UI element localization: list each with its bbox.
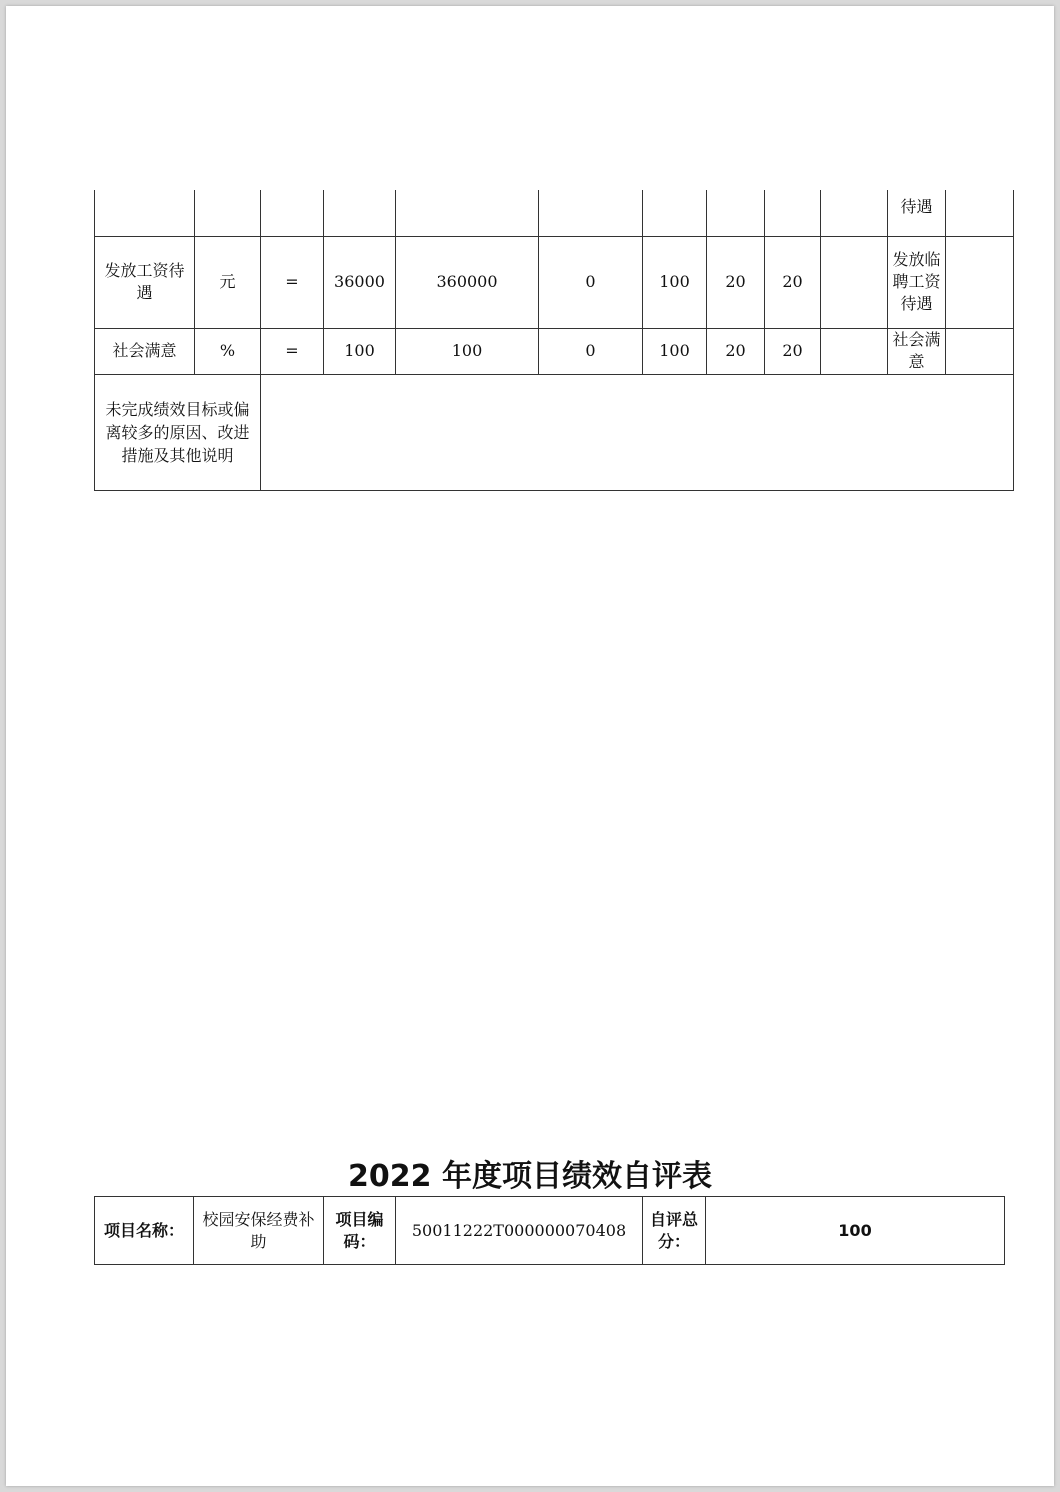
note-cell: 社会满意 bbox=[888, 328, 946, 374]
table-row bbox=[95, 328, 1014, 374]
self-score-label: 自评总分： bbox=[643, 1197, 706, 1265]
self-score-value: 100 bbox=[706, 1197, 1005, 1265]
remark-label: 未完成绩效目标或偏离较多的原因、改进措施及其他说明 bbox=[95, 374, 261, 490]
performance-indicator-table bbox=[94, 190, 1014, 491]
weight-cell: 20 bbox=[707, 328, 765, 374]
target-cell: 100 bbox=[324, 328, 396, 374]
project-name-label: 项目名称： bbox=[95, 1197, 194, 1265]
actual-cell: 100 bbox=[396, 328, 539, 374]
target-cell: 36000 bbox=[324, 236, 396, 328]
indicator-cell: 发放工资待遇 bbox=[95, 236, 195, 328]
extra-cell bbox=[946, 328, 1014, 374]
unit-cell: % bbox=[195, 328, 261, 374]
project-code-label: 项目编码： bbox=[324, 1197, 396, 1265]
project-code-value: 50011222T000000070408 bbox=[396, 1197, 643, 1265]
score-cell: 20 bbox=[765, 236, 821, 328]
project-summary-table bbox=[94, 1196, 1005, 1265]
note-cell: 待遇 bbox=[888, 190, 946, 236]
actual-cell: 360000 bbox=[396, 236, 539, 328]
project-name-value: 校园安保经费补助 bbox=[194, 1197, 324, 1265]
unit-cell: 元 bbox=[195, 236, 261, 328]
operator-cell: = bbox=[261, 328, 324, 374]
blank-cell bbox=[821, 328, 888, 374]
table-row bbox=[95, 236, 1014, 328]
remark-row bbox=[95, 374, 1014, 490]
summary-row bbox=[95, 1197, 1005, 1265]
completion-cell: 100 bbox=[643, 236, 707, 328]
note-cell: 发放临聘工资待遇 bbox=[888, 236, 946, 328]
indicator-cell: 社会满意 bbox=[95, 328, 195, 374]
page-title: 2022 年度项目绩效自评表 bbox=[348, 1159, 712, 1194]
extra-cell bbox=[946, 236, 1014, 328]
document-page bbox=[6, 6, 1054, 1486]
completion-cell: 100 bbox=[643, 328, 707, 374]
deviation-cell: 0 bbox=[539, 328, 643, 374]
operator-cell: = bbox=[261, 236, 324, 328]
blank-cell bbox=[821, 236, 888, 328]
deviation-cell: 0 bbox=[539, 236, 643, 328]
table-row-continued bbox=[95, 190, 1014, 236]
remark-value bbox=[261, 374, 1014, 490]
weight-cell: 20 bbox=[707, 236, 765, 328]
score-cell: 20 bbox=[765, 328, 821, 374]
